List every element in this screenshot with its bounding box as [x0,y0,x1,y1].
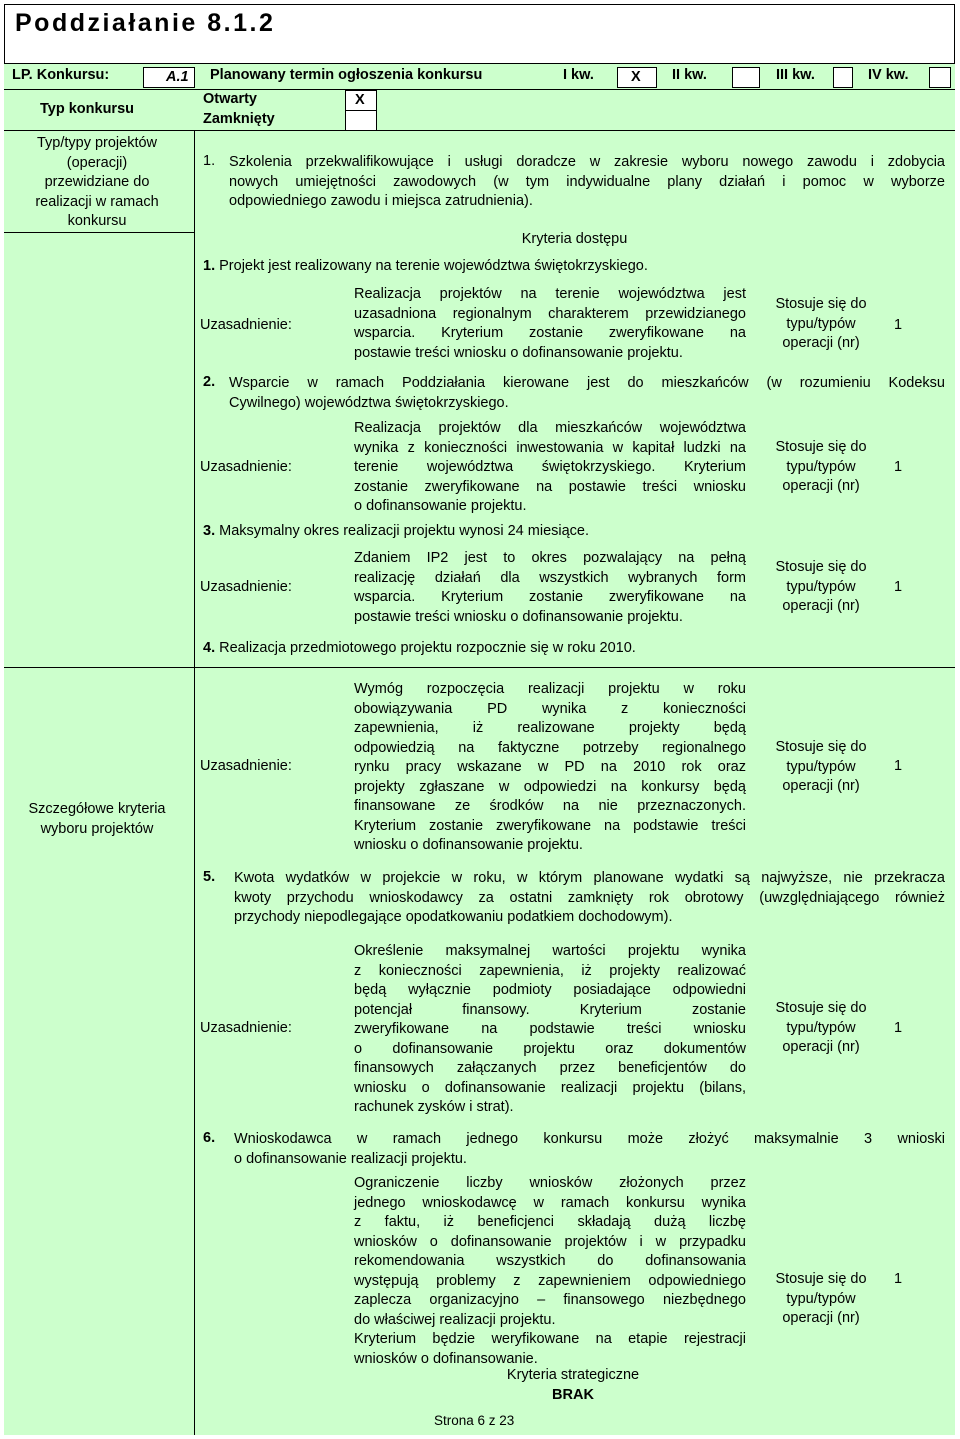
open-mark-cell [345,90,377,111]
column-divider [194,130,195,1435]
applies-value: 1 [894,317,903,333]
applies-to: Stosuje się do typu/typów operacji (nr) [775,296,867,351]
criterion-3: 3. Maksymalny okres realizacji projektu wynosi 24 miesiące. [203,523,590,539]
lp-label: LP. Konkursu: [12,67,110,83]
criterion-5-number: 5. [203,869,216,885]
applies-value: 1 [894,1020,903,1036]
project-type-number: 1. [203,153,216,169]
q1-label: I kw. [563,67,594,83]
lp-value-cell [143,67,195,88]
closed-label: Zamknięty [203,111,275,127]
type-label: Typ konkursu [40,101,134,117]
applies-value: 1 [894,579,903,595]
strategic-criteria-heading: Kryteria strategiczne [506,1367,640,1383]
title-box [4,4,955,64]
applies-to: Stosuje się do typu/typów operacji (nr) [775,1271,867,1326]
q2-label: II kw. [672,67,707,83]
applies-to: Stosuje się do typu/typów operacji (nr) [775,439,867,494]
access-criteria-heading: Kryteria dostępu [521,231,628,247]
q1-mark-cell [617,67,657,88]
criterion-6-number: 6. [203,1130,216,1146]
page-title: Poddziałanie 8.1.2 [15,9,276,37]
q3-label: III kw. [776,67,815,83]
closed-mark-cell [345,110,377,131]
criterion-4: 4. Realizacja przedmiotowego projektu rozpocznie się w roku 2010. [203,640,636,656]
q1-mark: X [631,69,641,85]
criterion-4-justification: Wymóg rozpoczęcia realizacji projektu w roku obowiązywania PD wynika z konieczności zapewnienia, iż realizowane projekty będą odpowiedzią na faktyczne potrzeby regionalnego rynku pracy wskazane w PD na 2010 rok oraz projekty zgłaszane w odpowiedzi na konkursy będą finansowane ze środków na nie przeznaczonych. Kryterium zostanie zweryfikowane na podstawie treści wniosku o dofinansowanie projektu. [354,681,746,853]
justification-label: Uzasadnienie: [200,758,292,774]
criterion-5-justification: Określenie maksymalnej wartości projektu wynika z konieczności zapewnienia, iż projekty realizować będą wyłącznie podmioty posiadające odpowiedni potencjał finansowy. Kryterium zostanie zweryfikowane na podstawie treści wniosku o dofinansowanie projektu oraz dokumentów finansowych załączanych przez beneficjentów do wniosku o dofinansowanie realizacji projektu (bilans, rachunek zysków i strat). [354,943,746,1115]
divider [4,232,194,233]
criterion-2-number: 2. [203,374,216,390]
justification-label: Uzasadnienie: [200,459,292,475]
project-type-text: Szkolenia przekwalifikowujące i usługi doradcze w zakresie wyboru nowego zawodu i zdobycia nowych umiejętności zawodowych (w tym indywidualne plany działań i pomoc w wyborze odpowiedniego zawodu i miejsca zatrudnienia). [229,154,945,209]
criterion-1: 1. Projekt jest realizowany na terenie województwa świętokrzyskiego. [203,258,648,274]
applies-to: Stosuje się do typu/typów operacji (nr) [775,1000,867,1055]
criterion-3-justification: Zdaniem IP2 jest to okres pozwalający na pełną realizację działań dla wszystkich wybranych form wsparcia. Kryterium zostanie zweryfikowane na postawie treści wniosku o dofinansowanie projektu. [354,550,746,625]
applies-value: 1 [894,1271,903,1287]
applies-to: Stosuje się do typu/typów operacji (nr) [775,739,867,794]
criterion-1-justification: Realizacja projektów na terenie województwa jest uzasadniona regionalnym charakterem przewidzianego wsparcia. Kryterium zostanie zweryfikowane na postawie treści wniosku o dofinansowanie projektu. [354,286,746,361]
q2-mark-cell [732,67,760,88]
q3-mark-cell [833,67,853,88]
selection-criteria-label: Szczegółowe kryteria wyboru projektów [28,801,166,837]
open-label: Otwarty [203,91,257,107]
q4-label: IV kw. [868,67,909,83]
criterion-6: Wnioskodawca w ramach jednego konkursu może złożyć maksymalnie 3 wnioski o dofinansowanie realizacji projektu. [234,1131,945,1167]
divider [4,130,955,131]
q4-mark-cell [929,67,951,88]
divider [4,667,955,668]
applies-to: Stosuje się do typu/typów operacji (nr) [775,559,867,614]
justification-label: Uzasadnienie: [200,1020,292,1036]
page-number: Strona 6 z 23 [434,1413,515,1428]
open-mark: X [355,92,365,108]
criterion-2: Wsparcie w ramach Poddziałania kierowane jest do mieszkańców (w rozumieniu Kodeksu Cywilnego) województwa świętokrzyskiego. [229,375,945,411]
planned-label: Planowany termin ogłoszenia konkursu [210,67,483,83]
applies-value: 1 [894,758,903,774]
justification-label: Uzasadnienie: [200,317,292,333]
strategic-criteria-value: BRAK [552,1387,594,1403]
criterion-2-justification: Realizacja projektów dla mieszkańców województwa wynika z konieczności inwestowania w kapitał ludzki na terenie województwa świętokrzyskiego. Kryterium zostanie zweryfikowane na postawie treści wniosku o dofinansowanie projektu. [354,420,746,514]
criterion-6-justification: Ograniczenie liczby wniosków złożonych przez jednego wnioskodawcę w ramach konkursu wynika z faktu, iż beneficjenci składają dużą liczbę wniosków o dofinansowanie projektów i w przypadku rekomendowania wszystkich do dofinansowania występują problemy z zapewnieniem odpowiedniego zaplecza organizacyjno – finansowego niezbędnego do właściwej realizacji projektu. Kryterium będzie weryfikowane na etapie rejestracji wniosków o dofinansowanie. [354,1175,746,1367]
criterion-5: Kwota wydatków w projekcie w roku, w którym planowane wydatki są najwyższe, nie przekracza kwoty przychodu wnioskodawcy za ostatni zamknięty rok obrotowy (uwzględniającego również przychody niepodlegające opodatkowaniu podatkiem dochodowym). [234,870,945,925]
justification-label: Uzasadnienie: [200,579,292,595]
applies-value: 1 [894,459,903,475]
divider [4,89,955,90]
lp-value: A.1 [166,69,189,85]
project-types-label: Typ/typy projektów (operacji) przewidziane do realizacji w ramach konkursu [35,135,159,229]
